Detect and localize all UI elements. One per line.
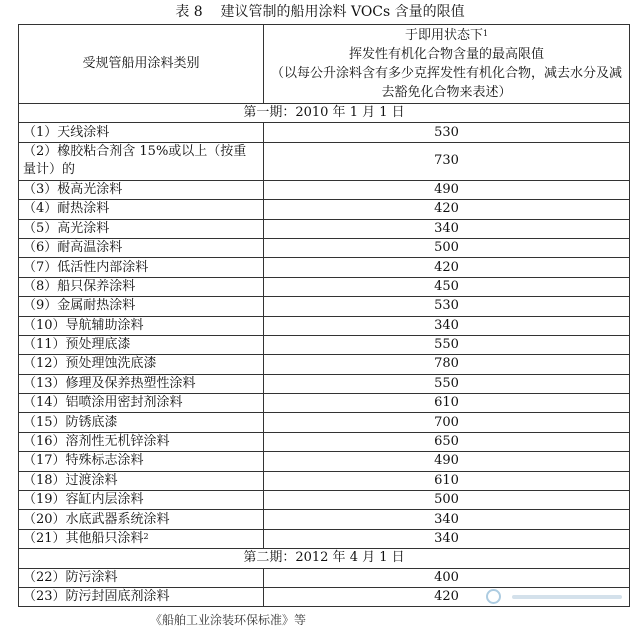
row-category-text: （4）耐热涂料 bbox=[23, 201, 110, 217]
header-limit-line2: 挥发性有机化合物含量的最高限值 bbox=[348, 47, 544, 62]
section-phase2: 第二期：2012 年 4 月 1 日 bbox=[19, 549, 630, 568]
row-category-text: （5）高光涂料 bbox=[23, 220, 110, 236]
row-category-text: （7）低活性内部涂料 bbox=[23, 259, 149, 275]
watermark-text-mark bbox=[512, 595, 622, 599]
row-category bbox=[19, 432, 264, 451]
row-limit-value: 700 bbox=[264, 413, 630, 432]
row-category bbox=[19, 374, 264, 393]
table-row bbox=[19, 142, 630, 180]
row-limit-value: 730 bbox=[264, 142, 630, 180]
row-category-text: （10）导航辅助涂料 bbox=[23, 317, 144, 333]
voc-limits-table bbox=[18, 24, 630, 607]
row-category bbox=[19, 316, 264, 335]
row-category-text: （12）预处理蚀洗底漆 bbox=[23, 356, 157, 372]
row-category bbox=[19, 452, 264, 471]
row-category-text: （13）修理及保养热塑性涂料 bbox=[23, 375, 196, 391]
row-category-text: （9）金属耐热涂料 bbox=[23, 298, 136, 314]
table-row bbox=[19, 316, 630, 335]
row-category bbox=[19, 200, 264, 219]
row-category-text: （11）预处理底漆 bbox=[23, 337, 131, 353]
row-category-text: （16）溶剂性无机锌涂料 bbox=[23, 434, 170, 450]
row-category-text: （1）天线涂料 bbox=[23, 124, 110, 140]
row-category bbox=[19, 219, 264, 238]
row-limit-value: 450 bbox=[264, 277, 630, 296]
header-limit-line1: 于即用状态下 bbox=[404, 28, 483, 43]
row-limit-value: 500 bbox=[264, 238, 630, 257]
watermark bbox=[486, 587, 626, 607]
row-category bbox=[19, 142, 264, 180]
row-category bbox=[19, 568, 264, 587]
watermark-logo-icon bbox=[486, 589, 501, 604]
table-row bbox=[19, 568, 630, 587]
row-category-text: （8）船只保养涂料 bbox=[23, 278, 136, 294]
row-limit-value: 550 bbox=[264, 374, 630, 393]
table-row bbox=[19, 277, 630, 296]
table-row bbox=[19, 491, 630, 510]
footer-caption: 《船舶工业涂装环保标准》等 bbox=[150, 613, 307, 627]
table-row bbox=[19, 258, 630, 277]
table-row bbox=[19, 219, 630, 238]
header-footnote-mark: 1 bbox=[482, 29, 489, 38]
header-limit-line3: （以每公升涂料含有多少克挥发性有机化合物，减去水分及减去豁免化合物来表述） bbox=[270, 66, 622, 100]
table-row bbox=[19, 529, 630, 548]
row-limit-value: 420 bbox=[264, 258, 630, 277]
row-category bbox=[19, 123, 264, 142]
table-row bbox=[19, 238, 630, 257]
table-row bbox=[19, 200, 630, 219]
row-limit-value: 340 bbox=[264, 316, 630, 335]
header-category: 受规管船用涂料类别 bbox=[19, 25, 264, 104]
row-limit-value: 550 bbox=[264, 335, 630, 354]
row-category-text: （19）容缸内层涂料 bbox=[23, 492, 144, 508]
row-limit-value: 490 bbox=[264, 180, 630, 199]
row-category-text: （6）耐高温涂料 bbox=[23, 240, 123, 256]
section-phase1: 第一期：2010 年 1 月 1 日 bbox=[19, 104, 630, 123]
table-row bbox=[19, 452, 630, 471]
row-limit-value: 530 bbox=[264, 297, 630, 316]
row-limit-value: 780 bbox=[264, 355, 630, 374]
table-row bbox=[19, 297, 630, 316]
row-category bbox=[19, 238, 264, 257]
row-category-text: （15）防锈底漆 bbox=[23, 414, 118, 430]
row-category-text: （3）极高光涂料 bbox=[23, 181, 123, 197]
table-row bbox=[19, 180, 630, 199]
row-category-text: （21）其他船只涂料 bbox=[23, 531, 144, 546]
row-limit-value: 340 bbox=[264, 219, 630, 238]
table-title: 表 8 建议管制的船用涂料 VOCs 含量的限值 bbox=[175, 4, 465, 20]
section-row-phase1 bbox=[19, 104, 630, 123]
row-category bbox=[19, 297, 264, 316]
table-row bbox=[19, 413, 630, 432]
row-category-text: （2）橡胶粘合剂含 15%或以上（按重量计）的 bbox=[23, 144, 247, 178]
table-row bbox=[19, 335, 630, 354]
row-category bbox=[19, 491, 264, 510]
row-limit-value: 400 bbox=[264, 568, 630, 587]
table-row bbox=[19, 471, 630, 490]
row-category-text: （18）过渡涂料 bbox=[23, 472, 118, 488]
row-limit-value: 340 bbox=[264, 510, 630, 529]
header-limit bbox=[264, 25, 630, 104]
row-category bbox=[19, 277, 264, 296]
row-category bbox=[19, 180, 264, 199]
row-limit-value: 500 bbox=[264, 491, 630, 510]
row-limit-value: 610 bbox=[264, 394, 630, 413]
table-row bbox=[19, 123, 630, 142]
row-category bbox=[19, 529, 264, 548]
row-limit-value: 340 bbox=[264, 529, 630, 548]
row-category bbox=[19, 413, 264, 432]
table-row bbox=[19, 394, 630, 413]
row-category-text: （20）水底武器系统涂料 bbox=[23, 511, 170, 527]
row-limit-value: 420 bbox=[264, 200, 630, 219]
table-row bbox=[19, 374, 630, 393]
row-category-text: （17）特殊标志涂料 bbox=[23, 453, 144, 469]
row-limit-value: 650 bbox=[264, 432, 630, 451]
row-limit-value: 530 bbox=[264, 123, 630, 142]
table-row bbox=[19, 510, 630, 529]
section-row-phase2 bbox=[19, 549, 630, 568]
row-limit-value: 490 bbox=[264, 452, 630, 471]
table-header-row bbox=[19, 25, 630, 104]
row-category bbox=[19, 471, 264, 490]
row-category bbox=[19, 394, 264, 413]
row-category-text: （14）铝喷涂用密封剂涂料 bbox=[23, 395, 183, 411]
row-limit-value: 610 bbox=[264, 471, 630, 490]
row-category-text: （22）防污涂料 bbox=[23, 569, 118, 585]
table-row bbox=[19, 355, 630, 374]
row-limit-value: 420 bbox=[264, 587, 630, 606]
row-category bbox=[19, 335, 264, 354]
row-category bbox=[19, 355, 264, 374]
footnote-mark: 2 bbox=[143, 532, 149, 541]
row-category-text: （23）防污封固底剂涂料 bbox=[23, 589, 170, 605]
table-row bbox=[19, 432, 630, 451]
row-category bbox=[19, 258, 264, 277]
row-category bbox=[19, 510, 264, 529]
row-category bbox=[19, 587, 264, 606]
